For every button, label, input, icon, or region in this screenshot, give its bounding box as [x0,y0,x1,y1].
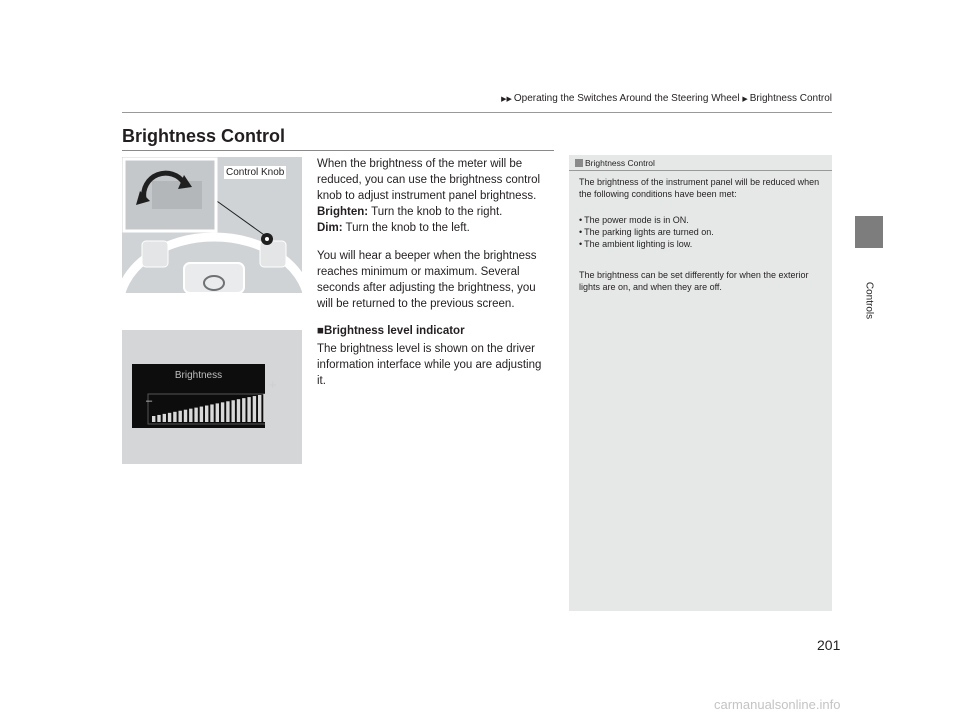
brightness-bar [189,409,192,422]
breadcrumb-page: Brightness Control [749,93,832,104]
plus-icon: + [269,377,277,392]
watermark: carmanualsonline.info [714,697,841,712]
brightness-bar [232,400,235,422]
list-item: • The parking lights are turned on. [579,226,827,238]
brightness-bar [221,402,224,422]
brightness-bar [179,411,182,422]
title-divider [122,150,554,151]
page-number: 201 [817,637,841,653]
brightness-bar [157,415,160,422]
intro-text: When the brightness of the meter will be reduced, you can use the brightness control knob to adjust instrument panel brightness. [317,158,541,202]
sidebar-heading [575,158,655,168]
page-title: Brightness Control [122,126,286,146]
brightness-bar [152,416,155,422]
brightness-bar [237,399,240,422]
brightness-bar [194,408,197,422]
breadcrumb-section: Operating the Switches Around the Steering Wheel [513,93,740,104]
chapter-tab-label: Controls [863,281,875,320]
sidebar-intro: The brightness of the instrument panel will be reduced when the following conditions have been met: [579,177,820,199]
brightness-screen-title: Brightness [174,370,223,381]
brightness-bar [263,394,265,422]
arrow-icon: ▶▶ [501,96,512,103]
brightness-bar [184,410,187,422]
list-item: • The ambient lighting is low. [579,238,827,250]
brightness-level-display [132,364,277,428]
beeper-paragraph: You will hear a beeper when the brightness reaches minimum or maximum. Several seconds after adjusting the brightness, you will be returned to the previous screen. [317,250,537,310]
brightness-bar [163,414,166,422]
sidebar-note-text: The brightness can be set differently for when the exterior lights are on, and when they are off. [579,270,809,292]
dim-text: Turn the knob to the left. [342,222,470,234]
dim-label: Dim: [317,222,343,234]
indicator-paragraph: The brightness level is shown on the driver information interface while you are adjusting it. [317,343,542,387]
brightness-bar [210,404,213,422]
sidebar-conditions-list [579,214,827,250]
arrow-icon: ▶ [742,96,748,103]
brighten-label: Brighten: [317,206,369,218]
brightness-bar [168,413,171,422]
note-icon [575,159,583,167]
chapter-tab [855,216,883,248]
intro-paragraph [317,156,553,236]
header-divider [122,112,832,113]
sidebar-divider [569,170,832,171]
list-item: • The power mode is in ON. [579,214,827,226]
brighten-text: Turn the knob to the right. [368,206,503,218]
brightness-bar [216,403,219,422]
brightness-bar [247,397,250,422]
brightness-bar [205,406,208,423]
sidebar-note [569,155,832,611]
brightness-bar [173,412,176,422]
breadcrumb [486,93,832,104]
brightness-bar [253,396,256,422]
indicator-heading: ■Brightness level indicator [317,325,465,337]
brightness-bar [242,398,245,422]
brightness-bar [226,401,229,422]
brightness-bar [258,395,261,422]
sidebar-heading-text: Brightness Control [585,158,655,168]
minus-icon: – [146,395,153,407]
brightness-bar [200,407,203,422]
control-knob-callout: Control Knob [226,167,285,178]
